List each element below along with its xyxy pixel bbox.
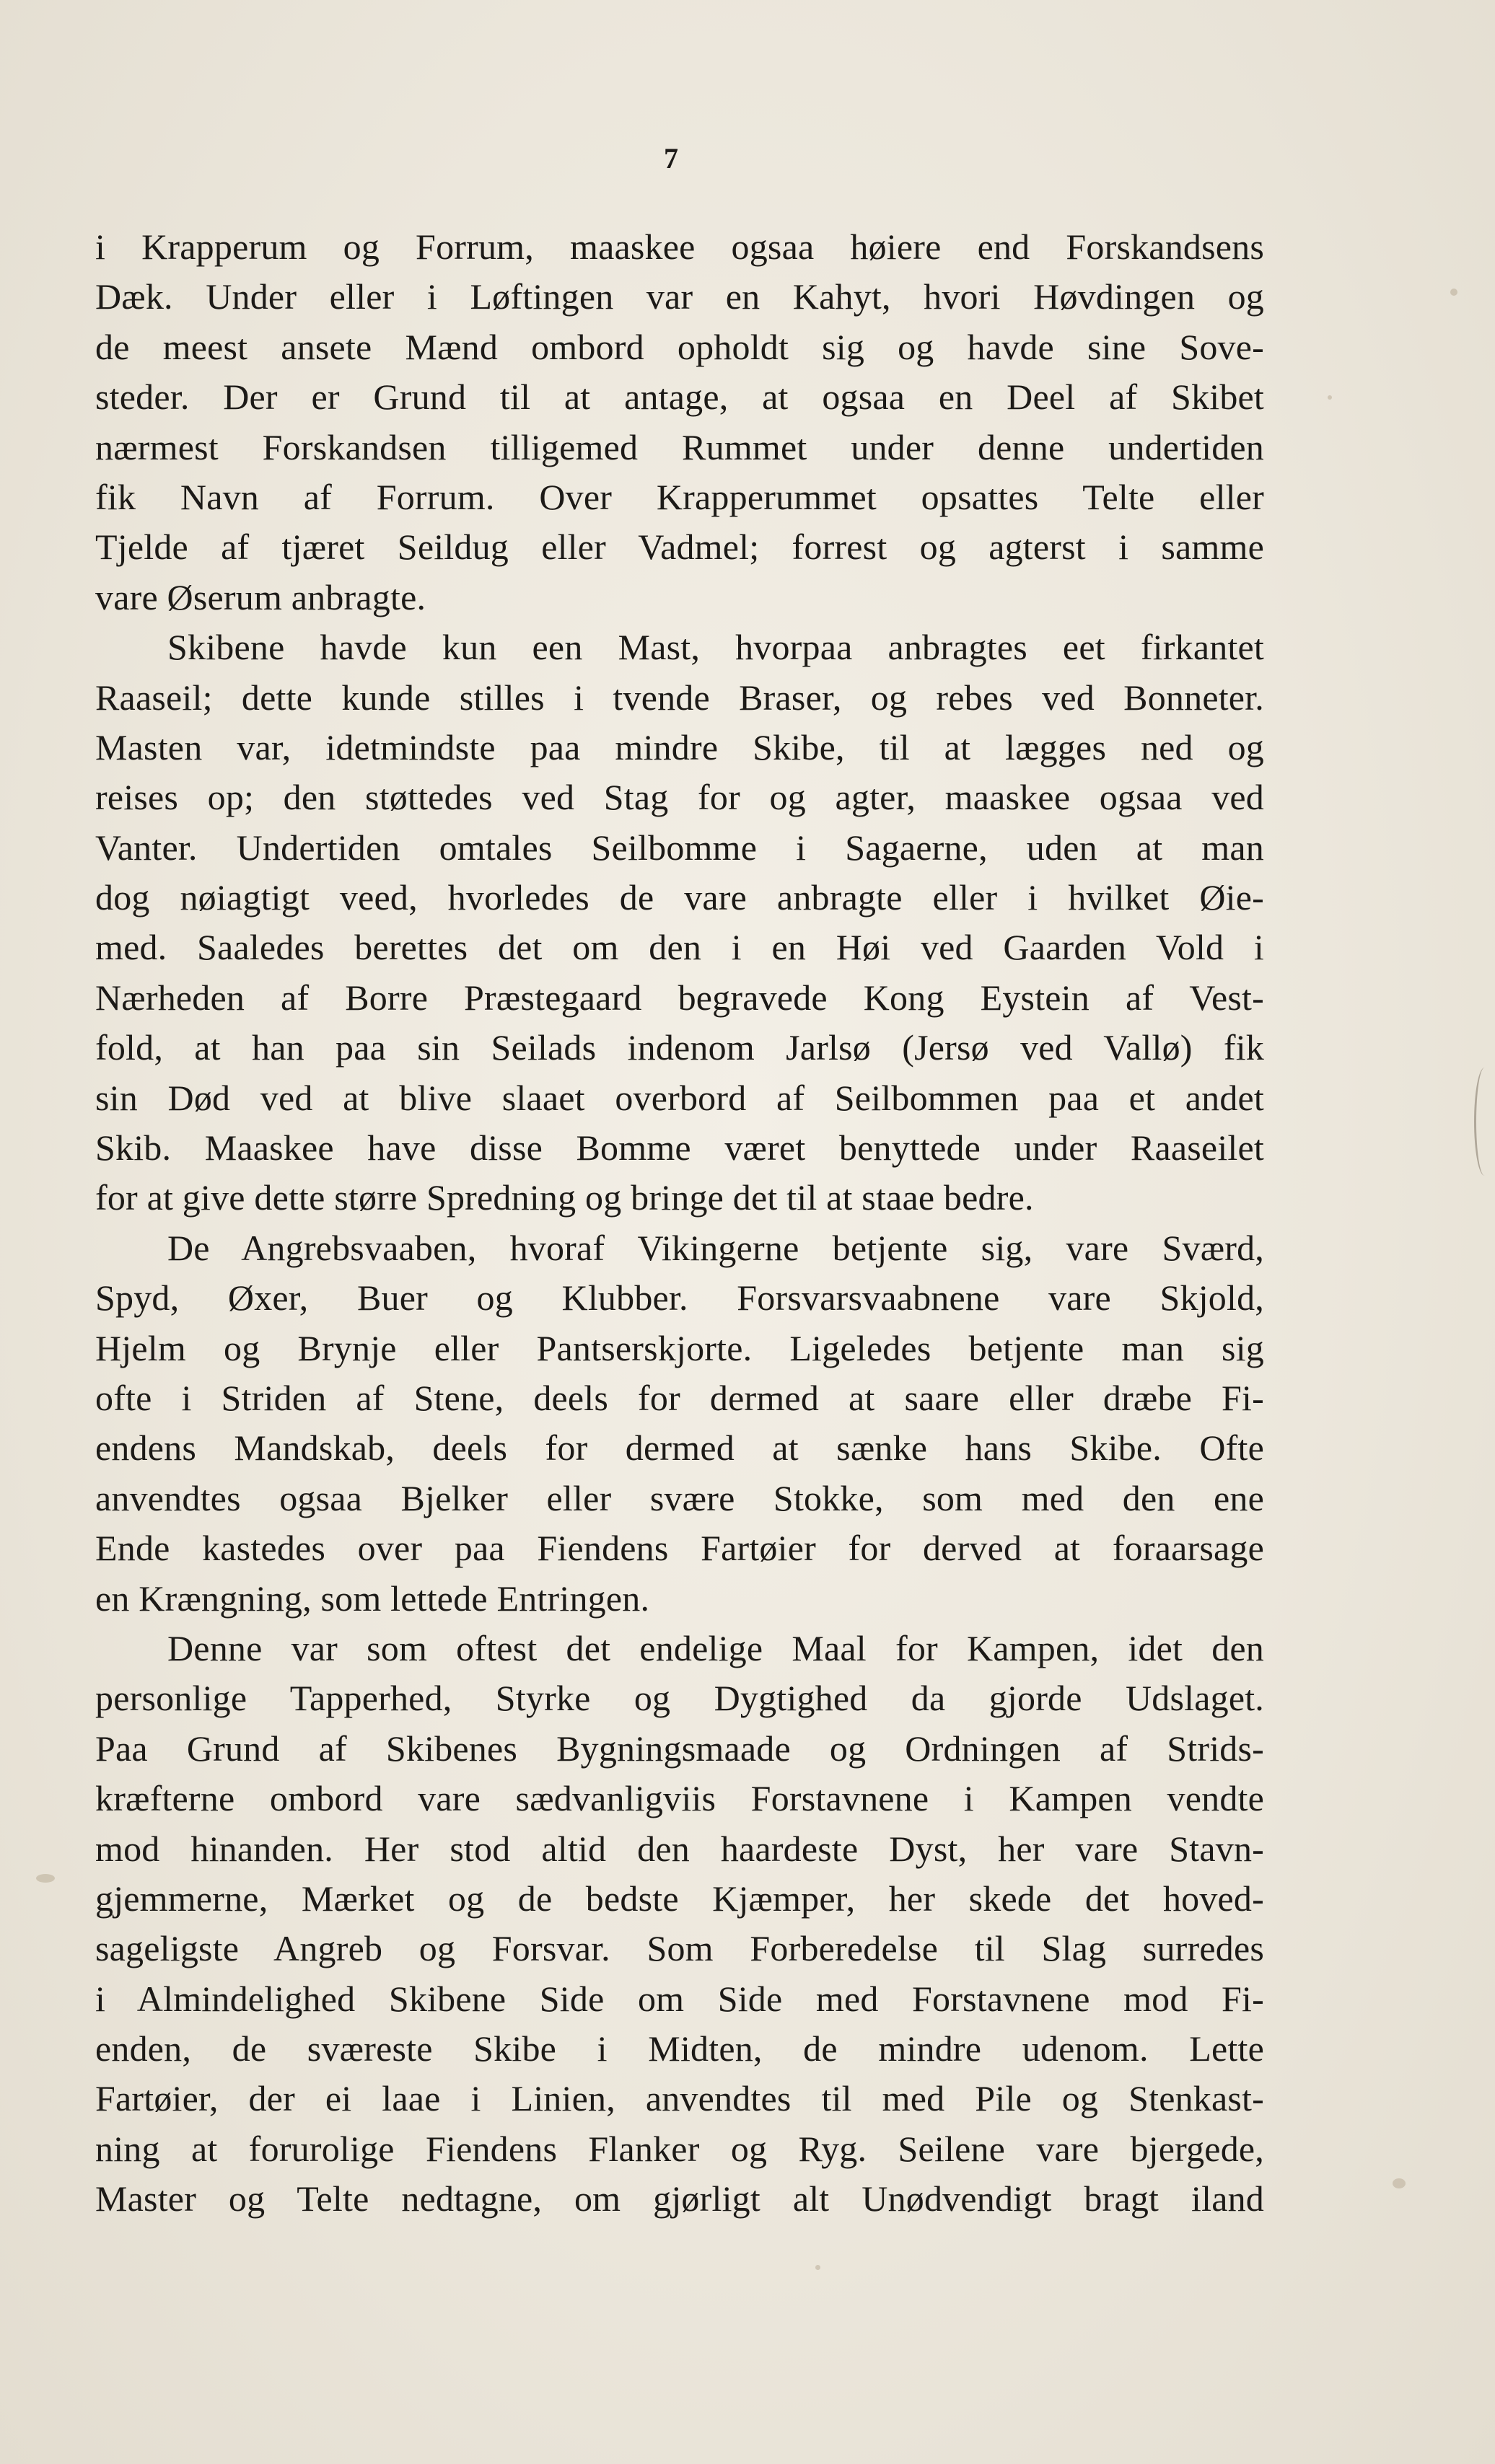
text-line: Spyd, Øxer, Buer og Klubber. Forsvarsvaabnene vare Skjold, bbox=[95, 1277, 1264, 1319]
text-line: gjemmerne, Mærket og de bedste Kjæmper, her skede det hoved- bbox=[95, 1878, 1264, 1919]
text-line: Vanter. Undertiden omtales Seilbomme i Sagaerne, uden at man bbox=[95, 827, 1264, 868]
text-line: vare Øserum anbragte. bbox=[95, 576, 426, 617]
text-line: Masten var, idetmindste paa mindre Skibe, til at lægges ned og bbox=[95, 726, 1264, 767]
text-line: Nærheden af Borre Præstegaard begravede Kong Eystein af Vest- bbox=[95, 977, 1264, 1018]
text-line: Skibene havde kun een Mast, hvorpaa anbragtes eet firkantet bbox=[167, 627, 1264, 668]
text-line: de meest ansete Mænd ombord opholdt sig og havde sine Sove- bbox=[95, 326, 1264, 367]
text-line: De Angrebsvaaben, hvoraf Vikingerne betjente sig, vare Sværd, bbox=[167, 1227, 1264, 1268]
text-line: sin Død ved at blive slaaet overbord af Seilbommen paa et andet bbox=[95, 1077, 1264, 1118]
text-line: Master og Telte nedtagne, om gjørligt alt Unødvendigt bragt iland bbox=[95, 2178, 1264, 2219]
paper-spot bbox=[1393, 2178, 1406, 2188]
text-line: en Krængning, som lettede Entringen. bbox=[95, 1578, 650, 1619]
text-line: endens Mandskab, deels for dermed at sænke hans Skibe. Ofte bbox=[95, 1427, 1264, 1469]
text-line: steder. Der er Grund til at antage, at ogsaa en Deel af Skibet bbox=[95, 377, 1264, 418]
paper-spot bbox=[1450, 289, 1457, 296]
text-line: enden, de sværeste Skibe i Midten, de mindre udenom. Lette bbox=[95, 2028, 1264, 2069]
text-line: med. Saaledes berettes det om den i en Høi ved Gaarden Vold i bbox=[95, 927, 1264, 968]
text-line: reises op; den støttedes ved Stag for og agter, maaskee ogsaa ved bbox=[95, 777, 1264, 818]
text-line: Fartøier, der ei laae i Linien, anvendtes til med Pile og Stenkast- bbox=[95, 2078, 1264, 2119]
paper-spot bbox=[815, 2265, 820, 2270]
text-line: anvendtes ogsaa Bjelker eller svære Stokke, som med den ene bbox=[95, 1477, 1264, 1518]
text-line: Denne var som oftest det endelige Maal for Kampen, idet den bbox=[167, 1627, 1264, 1668]
text-line: Skib. Maaskee have disse Bomme været benyttede under Raaseilet bbox=[95, 1127, 1264, 1169]
text-line: i Krapperum og Forrum, maaskee ogsaa høiere end Forskandsens bbox=[95, 226, 1264, 267]
text-line: kræfterne ombord vare sædvanligviis Forstavnene i Kampen vendte bbox=[95, 1778, 1264, 1819]
text-line: sageligste Angreb og Forsvar. Som Forberedelse til Slag surredes bbox=[95, 1928, 1264, 1969]
paper-spot bbox=[1328, 395, 1332, 400]
text-line: Paa Grund af Skibenes Bygningsmaade og Ordningen af Strids- bbox=[95, 1728, 1264, 1769]
text-line: fik Navn af Forrum. Over Krapperummet opsattes Telte eller bbox=[95, 476, 1264, 517]
text-line: i Almindelighed Skibene Side om Side med Forstavnene mod Fi- bbox=[95, 1978, 1264, 2019]
paper-spot bbox=[36, 1874, 55, 1883]
body-text bbox=[95, 222, 1264, 2225]
text-line: ofte i Striden af Stene, deels for dermed at saare eller dræbe Fi- bbox=[95, 1377, 1264, 1418]
text-line: ning at forurolige Fiendens Flanker og Ryg. Seilene vare bjergede, bbox=[95, 2128, 1264, 2169]
text-line: mod hinanden. Her stod altid den haardeste Dyst, her vare Stavn- bbox=[95, 1828, 1264, 1869]
text-line: Tjelde af tjæret Seildug eller Vadmel; forrest og agterst i samme bbox=[95, 527, 1264, 568]
text-line: Ende kastedes over paa Fiendens Fartøier for derved at foraarsage bbox=[95, 1528, 1264, 1569]
text-line: for at give dette større Spredning og bringe det til at staae bedre. bbox=[95, 1177, 1034, 1218]
text-line: nærmest Forskandsen tilligemed Rummet under denne undertiden bbox=[95, 426, 1264, 467]
page-number: 7 bbox=[664, 142, 678, 175]
text-line: Dæk. Under eller i Løftingen var en Kahyt, hvori Høvdingen og bbox=[95, 276, 1264, 317]
text-line: dog nøiagtigt veed, hvorledes de vare anbragte eller i hvilket Øie- bbox=[95, 877, 1264, 918]
text-line: Raaseil; dette kunde stilles i tvende Braser, og rebes ved Bonneter. bbox=[95, 677, 1264, 718]
page-edge-mark bbox=[1474, 1068, 1495, 1176]
text-line: fold, at han paa sin Seilads indenom Jarlsø (Jersø ved Vallø) fik bbox=[95, 1027, 1264, 1068]
text-line: Hjelm og Brynje eller Pantserskjorte. Ligeledes betjente man sig bbox=[95, 1327, 1264, 1368]
text-line: personlige Tapperhed, Styrke og Dygtighed da gjorde Udslaget. bbox=[95, 1678, 1264, 1719]
